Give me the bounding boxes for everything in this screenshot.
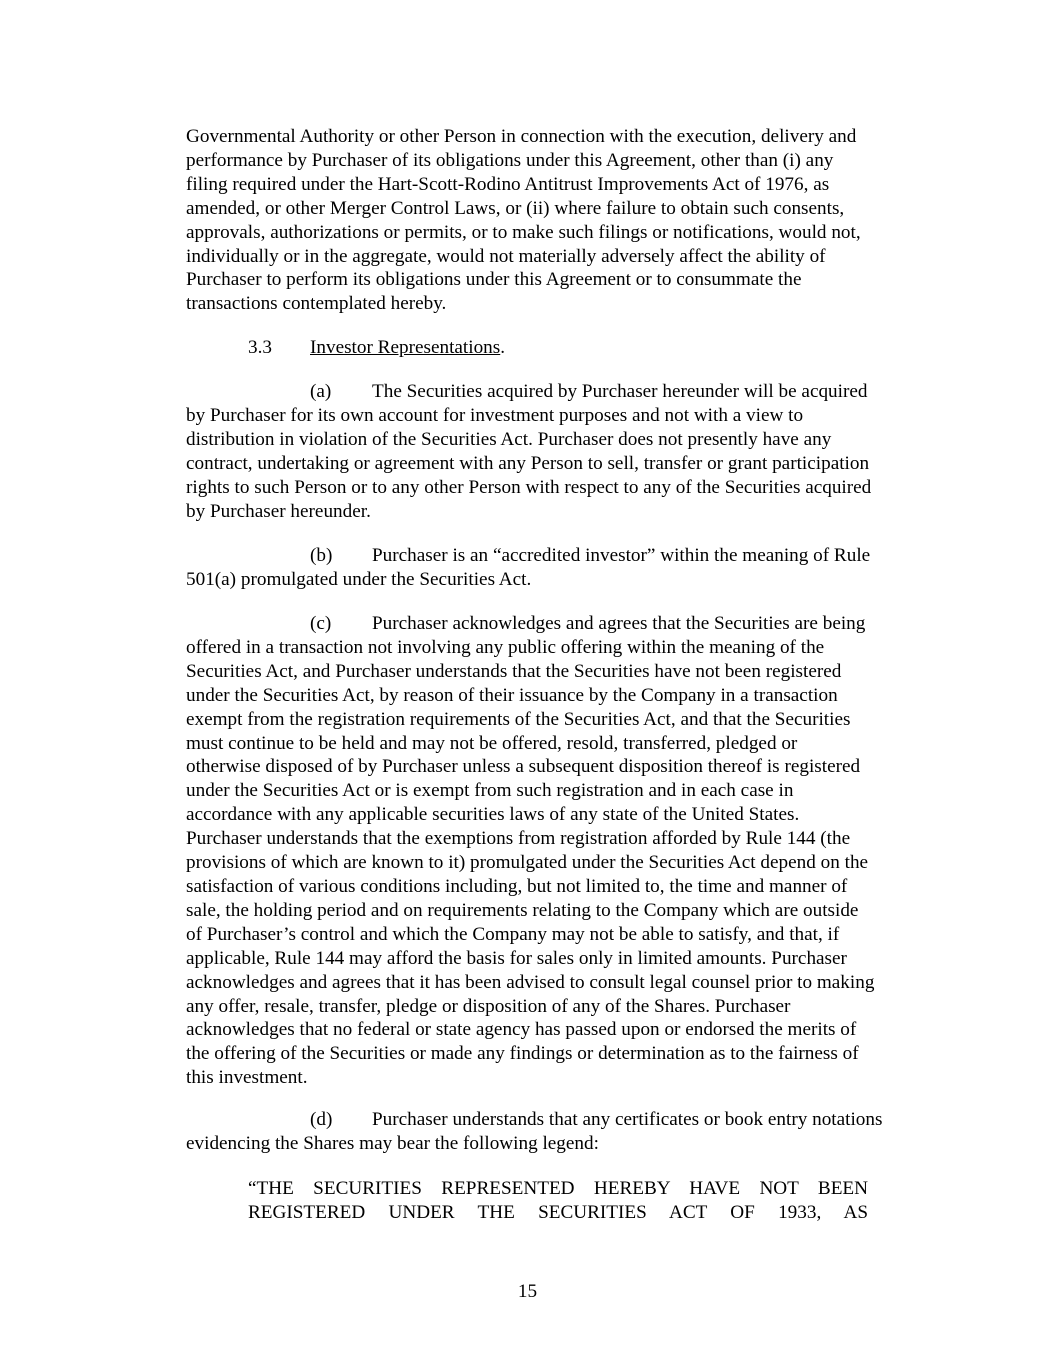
text-line: this investment. xyxy=(186,1067,308,1089)
legend-line: “THE SECURITIES REPRESENTED HEREBY HAVE NOT BEEN xyxy=(248,1178,868,1199)
text-line: The Securities acquired by Purchaser hereunder will be acquired xyxy=(372,381,868,402)
text-line: of Purchaser’s control and which the Company may not be able to satisfy, and that, if xyxy=(186,923,840,945)
text-line: contract, undertaking or agreement with any Person to sell, transfer or grant participation xyxy=(186,452,870,474)
text-line: provisions of which are known to it) promulgated under the Securities Act depend on the xyxy=(186,852,869,874)
paragraph-label: (c) xyxy=(310,613,332,634)
paragraph-intro xyxy=(186,125,931,316)
securities-legend xyxy=(248,1177,868,1225)
text-line: Purchaser understands that the exemptions from registration afforded by Rule 144 (the xyxy=(186,828,851,850)
text-line: otherwise disposed of by Purchaser unless a subsequent disposition thereof is registered xyxy=(186,756,861,778)
text-line: Purchaser acknowledges and agrees that the Securities are being xyxy=(372,613,866,634)
text-line: Purchaser to perform its obligations under this Agreement or to consummate the xyxy=(186,269,802,291)
text-line: must continue to be held and may not be offered, resold, transferred, pledged or xyxy=(186,732,798,754)
text-line: Purchaser is an “accredited investor” within the meaning of Rule xyxy=(372,545,871,566)
text-line: amended, or other Merger Control Laws, or (ii) where failure to obtain such consents, xyxy=(186,197,845,219)
text-line: filing required under the Hart-Scott-Rodino Antitrust Improvements Act of 1976, as xyxy=(186,173,830,195)
text-line: performance by Purchaser of its obligations under this Agreement, other than (i) any xyxy=(186,149,834,171)
section-heading xyxy=(186,336,931,360)
text-line: 501(a) promulgated under the Securities Act. xyxy=(186,568,532,590)
paragraph-label: (b) xyxy=(310,545,333,566)
paragraph-a xyxy=(186,380,931,523)
text-line: acknowledges that no federal or state agency has passed upon or endorsed the merits of xyxy=(186,1019,857,1041)
text-line: Securities Act, and Purchaser understands that the Securities have not been registered xyxy=(186,660,842,682)
page-number: 15 xyxy=(517,1281,538,1302)
legend-line: REGISTERED UNDER THE SECURITIES ACT OF 1933, AS xyxy=(248,1201,868,1223)
text-line: individually or in the aggregate, would not materially adversely affect the ability of xyxy=(186,245,826,267)
text-line: under the Securities Act, by reason of their issuance by the Company in a transaction xyxy=(186,684,838,706)
section-title-punct: . xyxy=(500,337,506,358)
paragraph-c xyxy=(186,612,931,1090)
text-line: distribution in violation of the Securities Act. Purchaser does not presently have any xyxy=(186,428,832,450)
paragraph-label: (d) xyxy=(310,1109,333,1130)
text-line: any offer, resale, transfer, pledge or disposition of any of the Shares. Purchaser xyxy=(186,995,791,1017)
paragraph-d xyxy=(186,1108,931,1156)
text-line: rights to such Person or to any other Person with respect to any of the Securities acquired xyxy=(186,476,872,498)
text-line: under the Securities Act or is exempt from such registration and in each case in xyxy=(186,780,794,802)
text-line: evidencing the Shares may bear the following legend: xyxy=(186,1132,599,1154)
paragraph-label: (a) xyxy=(310,381,332,402)
text-line: acknowledges and agrees that it has been advised to consult legal counsel prior to making xyxy=(186,971,875,993)
text-line: transactions contemplated hereby. xyxy=(186,293,447,315)
text-line: offered in a transaction not involving any public offering within the meaning of the xyxy=(186,636,825,658)
section-number: 3.3 xyxy=(248,337,272,358)
text-line: approvals, authorizations or permits, or to make such filings or notifications, would not, xyxy=(186,221,861,243)
text-line: sale, the holding period and on requirements relating to the Company which are outside xyxy=(186,899,859,921)
text-line: by Purchaser hereunder. xyxy=(186,500,371,522)
text-line: Purchaser understands that any certificates or book entry notations xyxy=(372,1109,883,1130)
text-line: accordance with any applicable securities laws of any state of the United States. xyxy=(186,804,800,826)
text-line: by Purchaser for its own account for investment purposes and not with a view to xyxy=(186,404,804,426)
section-title: Investor Representations xyxy=(310,337,501,358)
text-line: exempt from the registration requirements of the Securities Act, and that the Securities xyxy=(186,708,851,730)
text-line: the offering of the Securities or made any findings or determination as to the fairness of xyxy=(186,1043,859,1065)
text-line: Governmental Authority or other Person in connection with the execution, delivery and xyxy=(186,126,857,147)
text-line: satisfaction of various conditions including, but not limited to, the time and manner of xyxy=(186,875,848,897)
text-line: applicable, Rule 144 may afford the basis for sales only in limited amounts. Purchaser xyxy=(186,947,847,969)
paragraph-b xyxy=(186,544,931,592)
